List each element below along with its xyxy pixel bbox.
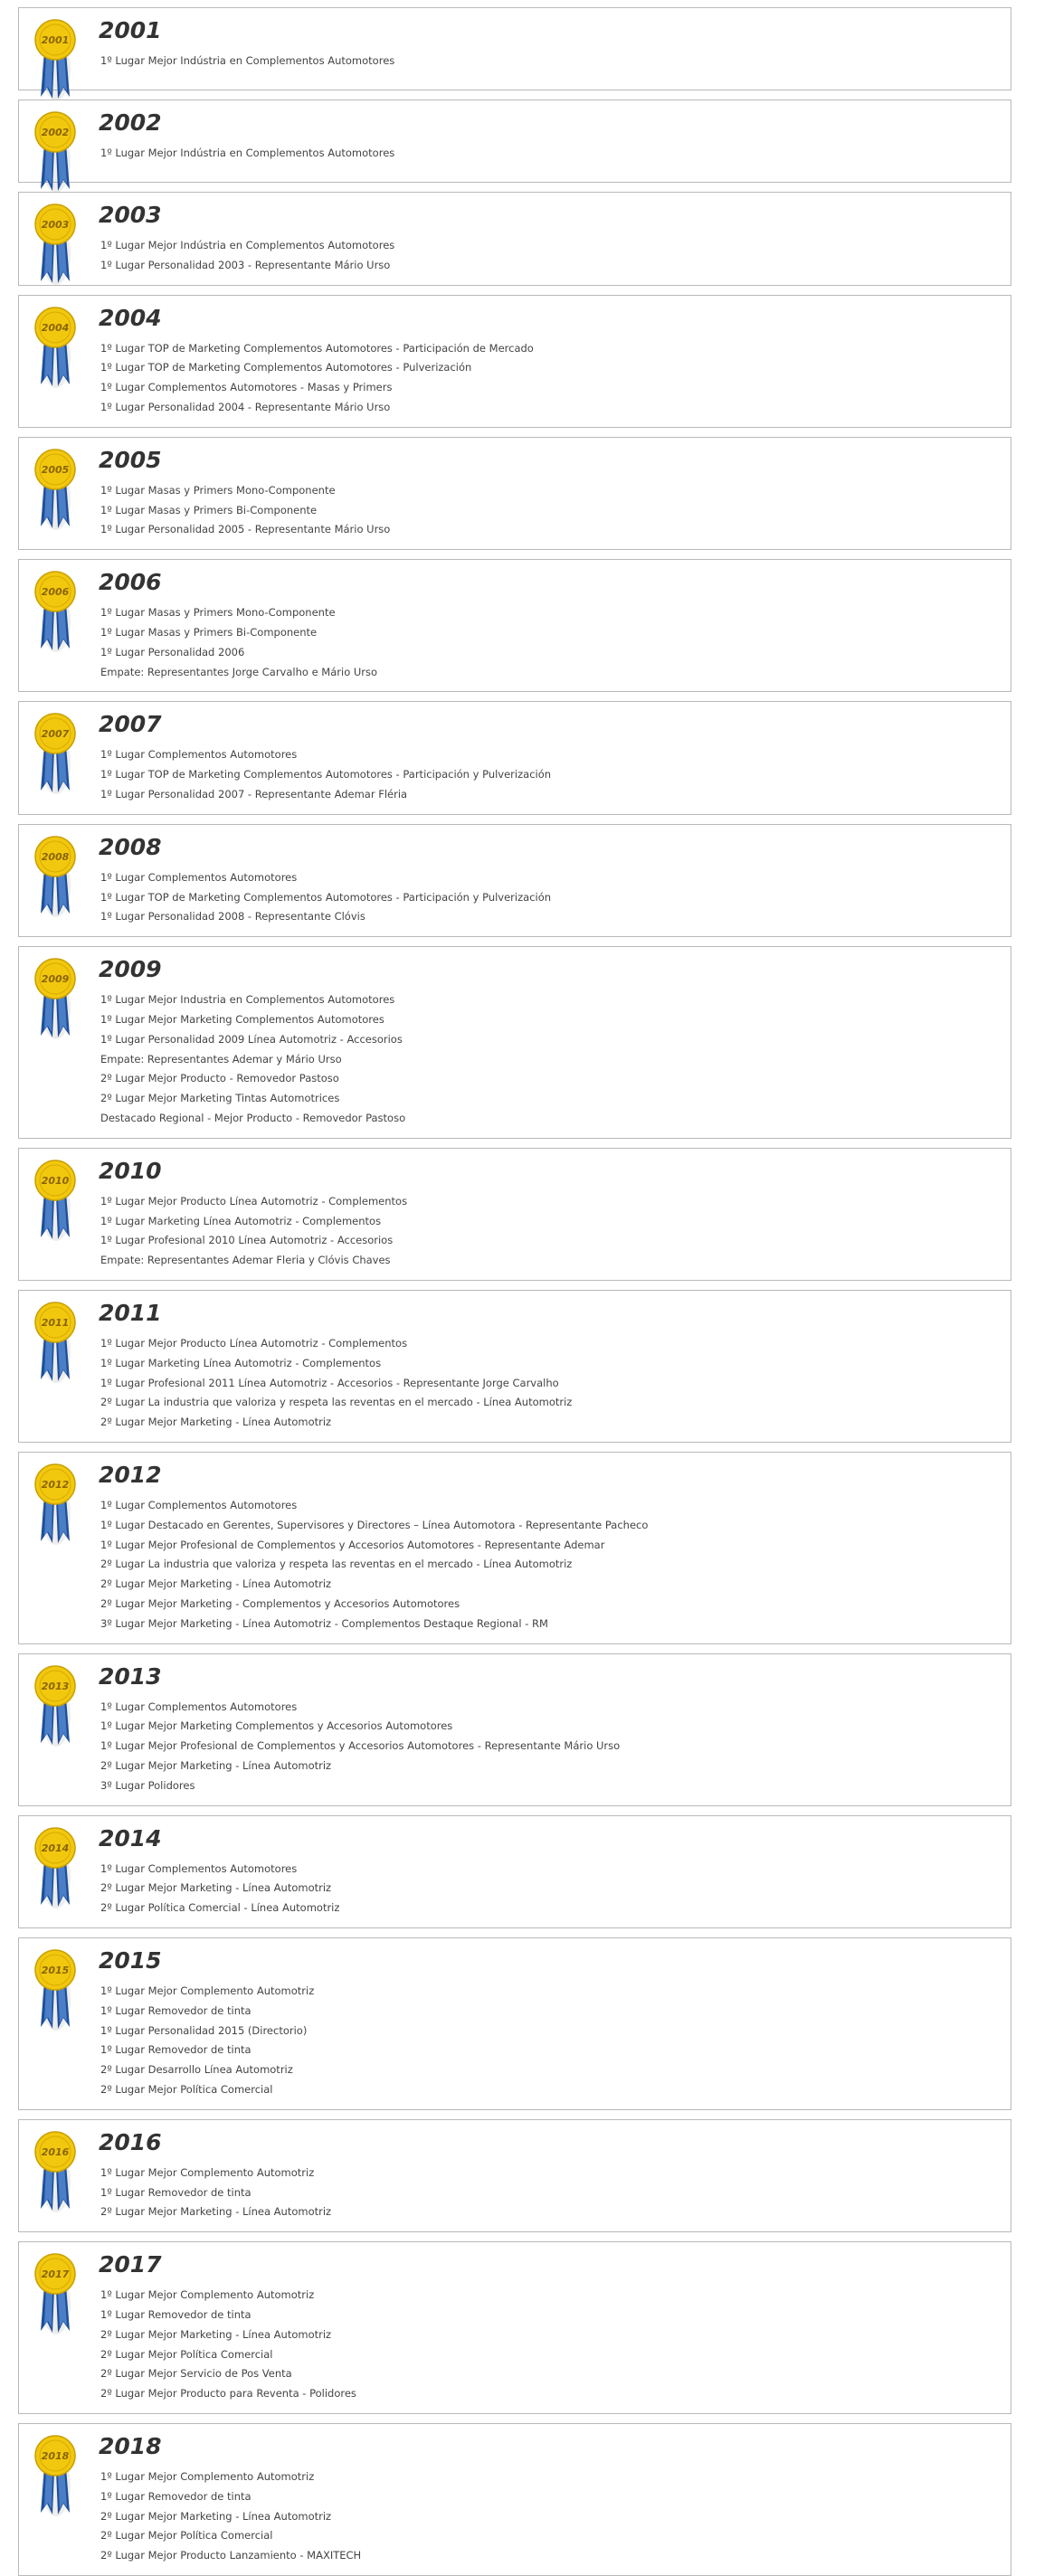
award-item: 1º Lugar Personalidad 2008 - Representante Clóvis	[100, 910, 365, 923]
award-items	[100, 339, 534, 418]
medal-ribbon-icon	[28, 567, 82, 658]
award-item: 1º Lugar Masas y Primers Mono-Componente	[100, 483, 336, 497]
svg-text:2010: 2010	[41, 1174, 70, 1187]
award-item: 2º Lugar Mejor Política Comercial	[100, 2082, 273, 2096]
award-item: 2º Lugar Mejor Marketing - Línea Automotriz	[100, 2327, 332, 2341]
award-item: 2º Lugar Mejor Marketing - Línea Automotriz	[100, 1758, 332, 1772]
award-year: 2018	[99, 2433, 162, 2459]
award-item: 2º Lugar Mejor Marketing - Línea Automotriz	[100, 1881, 332, 1895]
award-item: Empate: Representantes Jorge Carvalho e Mário Urso	[100, 665, 378, 678]
award-items	[100, 144, 394, 164]
award-items	[100, 1860, 339, 1918]
award-item: 1º Lugar Complementos Automotores	[100, 870, 298, 884]
svg-text:2009: 2009	[41, 973, 70, 986]
award-item: 1º Lugar Mejor Producto Línea Automotriz - Complementos	[100, 1194, 408, 1208]
award-card	[18, 192, 1011, 286]
award-year: 2004	[99, 304, 162, 331]
award-card	[18, 1937, 1011, 2110]
award-item: 2º Lugar Mejor Producto Lanzamiento - MAXITECH	[100, 2549, 362, 2562]
svg-text:2015: 2015	[41, 1965, 70, 1976]
award-item: 2º Lugar Mejor Marketing - Línea Automotriz	[100, 1416, 332, 1429]
award-item: 2º Lugar Mejor Marketing - Línea Automotriz	[100, 2205, 332, 2219]
medal-ribbon-icon	[28, 1823, 82, 1914]
medal-ribbon-icon	[28, 954, 82, 1045]
award-item: 1º Lugar Personalidad 2007 - Representante Ademar Fléria	[100, 787, 408, 800]
award-year: 2001	[99, 17, 162, 43]
award-card	[18, 295, 1011, 428]
award-item: 1º Lugar Personalidad 2005 - Representante Mário Urso	[100, 523, 391, 536]
award-item: 1º Lugar Mejor Indústria en Complementos Automotores	[100, 147, 395, 159]
award-item: 1º Lugar Mejor Producto Línea Automotriz - Complementos	[100, 1337, 408, 1350]
svg-text:2003: 2003	[41, 219, 70, 231]
award-item: 2º Lugar Política Comercial - Línea Automotriz	[100, 1901, 340, 1915]
award-year: 2007	[99, 711, 162, 738]
award-card	[18, 1653, 1011, 1806]
svg-text:2012: 2012	[41, 1479, 70, 1491]
svg-text:2007: 2007	[41, 728, 70, 741]
award-item: 1º Lugar Masas y Primers Bi-Componente	[100, 503, 318, 516]
medal-ribbon-icon	[28, 108, 82, 198]
award-item: 2º Lugar Mejor Marketing - Línea Automotriz	[100, 2509, 332, 2523]
award-item: 1º Lugar Mejor Marketing Complementos y Accesorios Automotores	[100, 1719, 453, 1733]
award-item: 1º Lugar Complementos Automotores	[100, 1861, 298, 1875]
award-item: 2º Lugar Mejor Producto - Removedor Pastoso	[100, 1072, 339, 1085]
award-items	[100, 2467, 361, 2566]
award-item: 2º Lugar Mejor Marketing Tintas Automotrices	[100, 1092, 340, 1105]
svg-text:2011: 2011	[41, 1317, 70, 1329]
award-year: 2003	[99, 202, 162, 228]
svg-text:2001: 2001	[41, 34, 70, 46]
award-item: 2º Lugar Mejor Política Comercial	[100, 2529, 273, 2543]
award-items	[100, 236, 394, 276]
svg-text:2018: 2018	[41, 2450, 70, 2462]
svg-text:2013: 2013	[41, 1680, 70, 1692]
medal-ribbon-icon	[28, 709, 82, 800]
award-item: 1º Lugar Destacado en Gerentes, Supervisores y Directores – Línea Automotora - Representante Pacheco	[100, 1518, 649, 1531]
award-items	[100, 52, 394, 71]
award-card	[18, 1815, 1011, 1928]
award-item: 1º Lugar Complementos Automotores	[100, 1700, 298, 1713]
award-item: 1º Lugar Personalidad 2015 (Directorio)	[100, 2023, 308, 2037]
award-item: 1º Lugar TOP de Marketing Complementos Automotores - Participación y Pulverización	[100, 890, 552, 904]
award-item: 1º Lugar TOP de Marketing Complementos Automotores - Pulverización	[100, 361, 472, 374]
award-item: 2º Lugar Mejor Marketing - Línea Automotriz	[100, 1577, 332, 1591]
award-year: 2010	[99, 1157, 162, 1184]
award-item: 1º Lugar Mejor Industria en Complementos Automotores	[100, 993, 395, 1007]
award-year: 2013	[99, 1662, 162, 1690]
award-item: 1º Lugar Removedor de tinta	[100, 2043, 252, 2057]
award-card	[18, 99, 1011, 183]
award-year: 2005	[99, 446, 162, 473]
medal-ribbon-icon	[28, 832, 82, 923]
award-item: 1º Lugar Mejor Indústria en Complementos Automotores	[100, 54, 395, 67]
medal-ribbon-icon	[28, 200, 82, 290]
award-items	[100, 1698, 620, 1796]
award-item: 1º Lugar Personalidad 2003 - Representante Mário Urso	[100, 258, 391, 271]
award-item: 2º Lugar Mejor Política Comercial	[100, 2347, 273, 2361]
award-items	[100, 1982, 314, 2100]
award-items	[100, 603, 377, 682]
award-items	[100, 481, 390, 540]
award-items	[100, 2164, 331, 2222]
award-card	[18, 2119, 1011, 2232]
award-item: 1º Lugar Mejor Complemento Automotriz	[100, 1984, 315, 1997]
award-item: 1º Lugar Complementos Automotores - Masas y Primers	[100, 381, 393, 394]
award-item: 2º Lugar Mejor Servicio de Pos Venta	[100, 2367, 292, 2381]
award-item: 1º Lugar Masas y Primers Bi-Componente	[100, 625, 318, 639]
award-item: 1º Lugar Removedor de tinta	[100, 2185, 252, 2199]
award-card	[18, 824, 1011, 937]
svg-text:2008: 2008	[41, 850, 70, 863]
medal-ribbon-icon	[28, 1460, 82, 1550]
award-card	[18, 946, 1011, 1139]
award-items	[100, 2286, 356, 2404]
medal-ribbon-icon	[28, 2249, 82, 2340]
award-item: 1º Lugar Profesional 2010 Línea Automotriz - Accesorios	[100, 1234, 394, 1247]
medal-ribbon-icon	[28, 1156, 82, 1246]
svg-text:2002: 2002	[41, 127, 70, 138]
award-items	[100, 990, 405, 1129]
medal-ribbon-icon	[28, 1662, 82, 1752]
award-items	[100, 1496, 648, 1634]
award-items	[100, 868, 551, 927]
award-year: 2011	[99, 1300, 162, 1326]
award-item: 1º Lugar Complementos Automotores	[100, 1499, 298, 1511]
medal-ribbon-icon	[28, 303, 82, 393]
award-card	[18, 1148, 1011, 1281]
award-year: 2009	[99, 956, 162, 983]
award-item: 1º Lugar Mejor Complemento Automotriz	[100, 2165, 315, 2179]
award-year: 2014	[99, 1824, 162, 1852]
svg-text:2017: 2017	[41, 2268, 70, 2281]
award-items	[100, 745, 551, 804]
award-item: 1º Lugar Removedor de tinta	[100, 2307, 252, 2321]
svg-text:2006: 2006	[41, 586, 70, 599]
svg-text:2004: 2004	[41, 321, 70, 334]
award-card	[18, 1290, 1011, 1443]
award-item: 1º Lugar Mejor Complemento Automotriz	[100, 2470, 315, 2483]
award-item: 2º Lugar La industria que valoriza y respeta las reventas en el mercado - Línea Automotriz	[100, 1396, 573, 1409]
award-item: 1º Lugar Removedor de tinta	[100, 2003, 252, 2017]
award-card	[18, 437, 1011, 550]
svg-text:2016: 2016	[41, 2145, 70, 2158]
award-year: 2015	[99, 1947, 162, 1974]
svg-text:2014: 2014	[41, 1842, 70, 1854]
award-items	[100, 1334, 572, 1433]
award-items	[100, 1192, 407, 1271]
award-item: 1º Lugar Personalidad 2006	[100, 645, 245, 658]
medal-ribbon-icon	[28, 15, 82, 106]
award-item: 1º Lugar Mejor Profesional de Complementos y Accesorios Automotores - Representante Mário Urso	[100, 1739, 621, 1753]
award-item: 2º Lugar Mejor Marketing - Complementos y Accesorios Automotores	[100, 1596, 460, 1610]
medal-ribbon-icon	[28, 445, 82, 535]
award-item: 1º Lugar Personalidad 2004 - Representante Mário Urso	[100, 400, 391, 413]
award-card	[18, 2423, 1011, 2576]
award-item: 1º Lugar Mejor Complemento Automotriz	[100, 2288, 315, 2302]
award-item: 1º Lugar Removedor de tinta	[100, 2489, 252, 2503]
award-card	[18, 1452, 1011, 1644]
award-card	[18, 7, 1011, 90]
award-year: 2006	[99, 569, 162, 596]
award-year: 2012	[99, 1462, 162, 1488]
award-item: 3º Lugar Polidores	[100, 1778, 195, 1792]
award-item: 1º Lugar Marketing Línea Automotriz - Complementos	[100, 1214, 382, 1227]
award-card	[18, 2241, 1011, 2414]
award-item: Destacado Regional - Mejor Producto - Removedor Pastoso	[100, 1111, 406, 1124]
award-item: Empate: Representantes Ademar Fleria y Clóvis Chaves	[100, 1254, 391, 1267]
award-item: 1º Lugar TOP de Marketing Complementos Automotores - Participación y Pulverización	[100, 768, 552, 781]
award-year: 2016	[99, 2128, 162, 2155]
award-year: 2008	[99, 833, 162, 860]
award-item: 2º Lugar Mejor Producto para Reventa - Polidores	[100, 2387, 356, 2401]
award-item: 1º Lugar Mejor Profesional de Complementos y Accesorios Automotores - Representante Ademar	[100, 1538, 605, 1551]
award-item: 1º Lugar Complementos Automotores	[100, 748, 298, 762]
medal-ribbon-icon	[28, 2431, 82, 2522]
award-item: 3º Lugar Mejor Marketing - Línea Automotriz - Complementos Destaque Regional - RM	[100, 1616, 548, 1630]
svg-text:2005: 2005	[41, 463, 70, 476]
award-item: 1º Lugar Personalidad 2009 Línea Automotriz - Accesorios	[100, 1032, 403, 1046]
award-year: 2002	[99, 109, 162, 136]
award-year: 2017	[99, 2251, 162, 2278]
medal-ribbon-icon	[28, 2127, 82, 2218]
award-item: 1º Lugar Marketing Línea Automotriz - Complementos	[100, 1356, 382, 1369]
medal-ribbon-icon	[28, 1298, 82, 1388]
award-item: 1º Lugar Profesional 2011 Línea Automotriz - Accesorios - Representante Jorge Carvalho	[100, 1376, 559, 1389]
award-item: Empate: Representantes Ademar y Mário Urso	[100, 1052, 342, 1065]
award-item: 1º Lugar Mejor Indústria en Complementos Automotores	[100, 239, 395, 251]
award-card	[18, 701, 1011, 814]
award-card	[18, 559, 1011, 692]
award-item: 1º Lugar Masas y Primers Mono-Componente	[100, 606, 336, 620]
award-item: 2º Lugar Desarrollo Línea Automotriz	[100, 2063, 293, 2077]
medal-ribbon-icon	[28, 1946, 82, 2036]
award-item: 1º Lugar Mejor Marketing Complementos Automotores	[100, 1012, 384, 1026]
award-item: 1º Lugar TOP de Marketing Complementos Automotores - Participación de Mercado	[100, 341, 534, 355]
award-item: 2º Lugar La industria que valoriza y respeta las reventas en el mercado - Línea Automotriz	[100, 1558, 573, 1571]
